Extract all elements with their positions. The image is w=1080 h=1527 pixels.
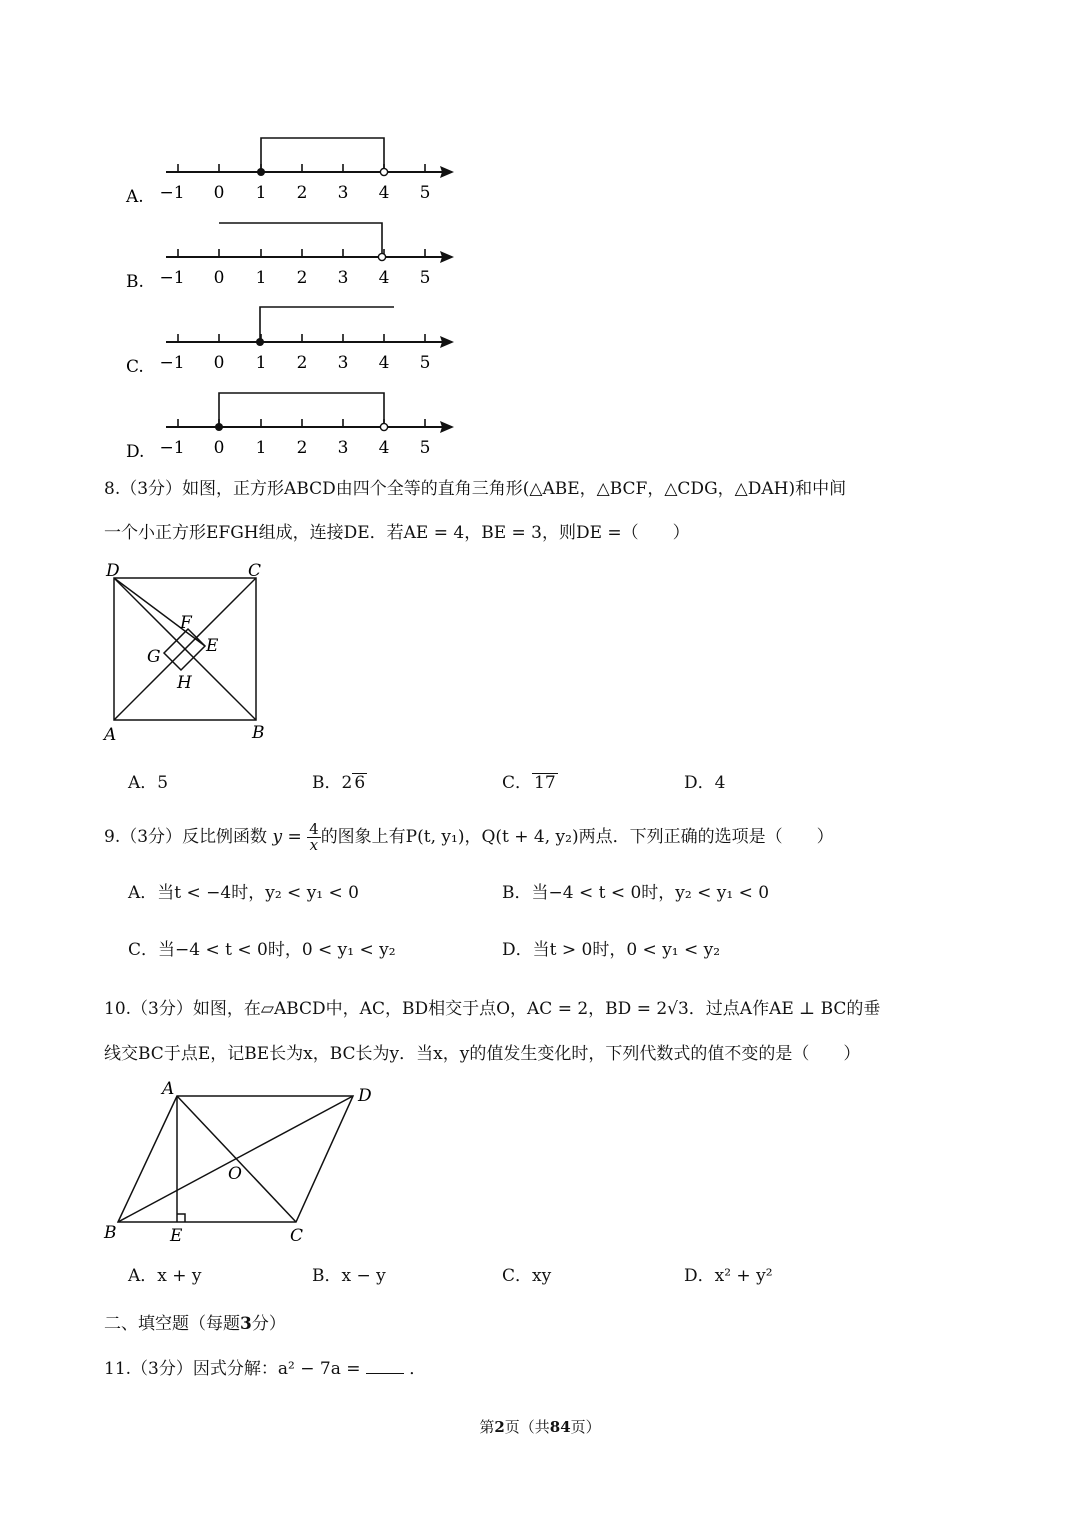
svg-text:2: 2 <box>296 438 308 458</box>
vertex-label: E <box>206 636 219 656</box>
q9-option-b[interactable]: B．当−4 < t < 0时，y₂ < y₁ < 0 <box>502 883 770 903</box>
q9-option-a[interactable]: A．当t < −4时，y₂ < y₁ < 0 <box>128 883 359 903</box>
svg-text:5: 5 <box>419 438 431 458</box>
svg-text:−1: −1 <box>159 268 185 288</box>
vertex-label: D <box>358 1086 372 1106</box>
sqrt-radicand: 6 <box>354 773 366 793</box>
svg-text:3: 3 <box>337 438 349 458</box>
q8-square-figure <box>100 558 280 748</box>
sqrt-radicand: 17 <box>534 773 556 793</box>
fraction: $\frac{4}{x}$ <box>309 820 319 854</box>
q10-option-b[interactable]: B．x − y <box>312 1266 386 1286</box>
q8-line2: 一个小正方形EFGH组成，连接DE．若AE = 4，BE = 3，则DE =（ ） <box>104 523 690 543</box>
vertex-label: C <box>290 1226 304 1246</box>
number-line-a <box>120 128 480 208</box>
svg-text:−1: −1 <box>159 353 185 373</box>
number-line-c <box>120 298 480 378</box>
q11-line: 11.（3分）因式分解：a² − 7a = ． <box>104 1359 427 1379</box>
svg-text:1: 1 <box>255 268 267 288</box>
svg-text:0: 0 <box>213 438 225 458</box>
q10-option-d[interactable]: D．x² + y² <box>684 1266 773 1286</box>
vertex-label: B <box>252 723 265 743</box>
svg-text:4: 4 <box>378 438 390 458</box>
vertex-label: D <box>106 561 120 581</box>
svg-text:3: 3 <box>337 353 349 373</box>
svg-text:5: 5 <box>419 268 431 288</box>
q8-option-c[interactable]: C． 17 <box>502 773 556 793</box>
q8-line1 <box>104 478 846 500</box>
number-line-d <box>120 383 480 463</box>
vertex-label: O <box>228 1164 242 1184</box>
q10-parallelogram-figure <box>100 1076 390 1246</box>
vertex-label: B <box>104 1223 117 1243</box>
q8-option-b[interactable]: B．2 6 <box>312 773 366 793</box>
section-heading: 二、填空题（每题3分） <box>104 1314 286 1334</box>
vertex-label: A <box>104 725 117 745</box>
option-letter: A. <box>126 187 144 207</box>
q10-option-c[interactable]: C．xy <box>502 1266 552 1286</box>
option-letter: B. <box>126 272 144 292</box>
option-letter: D. <box>126 442 145 462</box>
q10-line1: 10.（3分）如图，在▱ABCD中，AC，BD相交于点O，AC = 2，BD = 2√3．过点A作AE ⊥ BC的垂 <box>104 999 881 1019</box>
question-number: 11. <box>104 1359 132 1379</box>
q9-option-d[interactable]: D．当t > 0时，0 < y₁ < y₂ <box>502 940 721 960</box>
question-text: 如图，正方形ABCD由四个全等的直角三角形(△ABE，△BCF，△CDG，△DAH)和中间 <box>182 479 847 499</box>
question-number: 8. <box>104 479 121 499</box>
vertex-label: A <box>162 1079 175 1099</box>
page-footer: 第2页（共84页） <box>479 1418 601 1436</box>
svg-text:5: 5 <box>419 183 431 203</box>
svg-text:2: 2 <box>296 353 308 373</box>
vertex-label: H <box>177 673 192 693</box>
svg-text:0: 0 <box>213 183 225 203</box>
svg-text:4: 4 <box>378 183 390 203</box>
q8-option-d[interactable]: D．4 <box>684 773 726 793</box>
svg-text:0: 0 <box>213 353 225 373</box>
q10-line2: 线交BC于点E，记BE长为x，BC长为y．当x，y的值发生变化时，下列代数式的值不变的是（ ） <box>104 1044 861 1064</box>
q10-option-a[interactable]: A．x + y <box>128 1266 202 1286</box>
q9-option-c[interactable]: C．当−4 < t < 0时，0 < y₁ < y₂ <box>128 940 396 960</box>
question-score: （3分） <box>120 479 183 499</box>
svg-text:−1: −1 <box>159 183 185 203</box>
question-number: 10. <box>104 999 132 1019</box>
number-line-b <box>120 213 480 293</box>
svg-text:1: 1 <box>255 353 267 373</box>
svg-text:4: 4 <box>378 353 390 373</box>
svg-text:0: 0 <box>213 268 225 288</box>
vertex-label: C <box>248 561 262 581</box>
svg-text:1: 1 <box>255 438 267 458</box>
vertex-label: G <box>147 647 161 667</box>
svg-text:2: 2 <box>296 183 308 203</box>
svg-text:5: 5 <box>419 353 431 373</box>
q9-line1: 9.（3分）反比例函数 y = $\frac{4}{x}$ 的图象上有P(t, y₁)，Q(t + 4, y₂)两点．下列正确的选项是（ ） <box>104 820 834 854</box>
q8-option-a[interactable]: A．5 <box>128 773 169 793</box>
svg-text:1: 1 <box>255 183 267 203</box>
svg-text:3: 3 <box>337 183 349 203</box>
svg-text:3: 3 <box>337 268 349 288</box>
vertex-label: E <box>170 1226 183 1246</box>
answer-blank[interactable] <box>366 1359 404 1374</box>
svg-text:4: 4 <box>378 268 390 288</box>
vertex-label: F <box>180 613 192 633</box>
option-letter: C. <box>126 357 144 377</box>
question-number: 9. <box>104 827 121 847</box>
svg-text:2: 2 <box>296 268 308 288</box>
svg-text:−1: −1 <box>159 438 185 458</box>
